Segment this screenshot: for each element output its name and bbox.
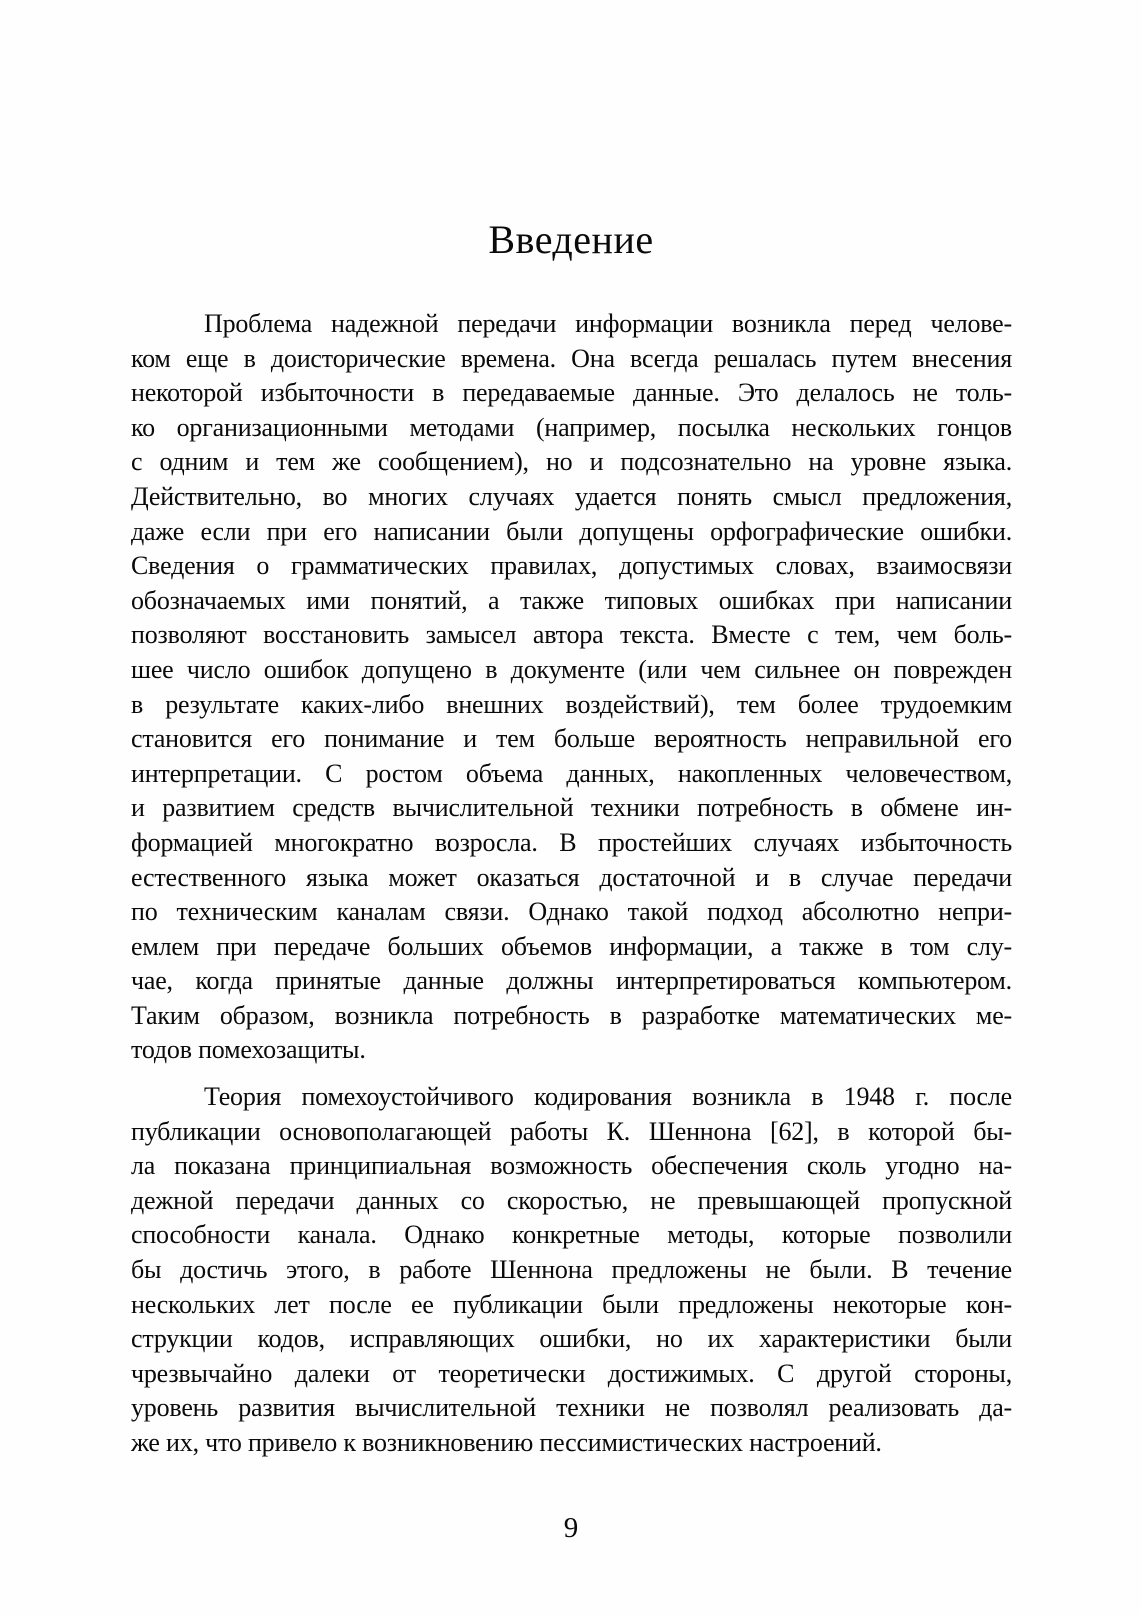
text-line: некоторой избыточности в передаваемые данные. Это делалось не толь- [131, 378, 1012, 408]
text-line: публикации основополагающей работы К. Шеннона [62], в которой бы- [131, 1116, 1012, 1146]
text-line: тодов помехозащиты. [131, 1035, 366, 1065]
text-line: ла показана принципиальная возможность обеспечения сколь угодно на- [131, 1151, 1012, 1181]
text-line: дежной передачи данных со скоростью, не превышающей пропускной [131, 1185, 1012, 1215]
text-line: ком еще в доисторические времена. Она всегда решалась путем внесения [131, 343, 1012, 373]
text-line: способности канала. Однако конкретные методы, которые позволили [131, 1220, 1012, 1250]
text-line: бы достичь этого, в работе Шеннона предложены не были. В течение [131, 1255, 1012, 1285]
text-line: естественного языка может оказаться достаточной и в случае передачи [131, 862, 1012, 892]
text-line: с одним и тем же сообщением), но и подсознательно на уровне языка. [131, 447, 1012, 477]
text-line: уровень развития вычислительной техники не позволял реализовать да- [131, 1393, 1012, 1423]
text-line: даже если при его написании были допущены орфографические ошибки. [131, 516, 1012, 546]
text-line: шее число ошибок допущено в документе (или чем сильнее он поврежден [131, 654, 1012, 684]
text-line: чрезвычайно далеки от теоретически достижимых. С другой стороны, [131, 1358, 1012, 1388]
text-line: Действительно, во многих случаях удается понять смысл предложения, [131, 481, 1012, 511]
paragraph [131, 1080, 1012, 1461]
text-line: Сведения о грамматических правилах, допустимых словах, взаимосвязи [131, 551, 1012, 581]
page-title: Введение [488, 217, 654, 262]
body-text [131, 307, 1012, 1461]
text-line: формацией многократно возросла. В простейших случаях избыточность [131, 827, 1012, 857]
text-line: и развитием средств вычислительной техники потребность в обмене ин- [131, 793, 1012, 823]
paragraph [131, 307, 1012, 1068]
text-line: позволяют восстановить замысел автора текста. Вместе с тем, чем боль- [131, 620, 1012, 650]
text-line: становится его понимание и тем больше вероятность неправильной его [131, 724, 1012, 754]
text-line: Теория помехоустойчивого кодирования возникла в 1948 г. после [204, 1082, 1012, 1112]
text-line: Проблема надежной передачи информации возникла перед челове- [204, 309, 1012, 338]
text-line: емлем при передаче больших объемов информации, а также в том слу- [131, 931, 1012, 961]
text-line: интерпретации. С ростом объема данных, накопленных человечеством, [131, 758, 1012, 788]
text-line: ко организационными методами (например, посылка нескольких гонцов [131, 412, 1012, 442]
text-line: обозначаемых ими понятий, а также типовых ошибках при написании [131, 585, 1012, 615]
page-number: 9 [563, 1512, 579, 1544]
text-line: нескольких лет после ее публикации были предложены некоторые кон- [131, 1289, 1012, 1319]
text-line: чае, когда принятые данные должны интерпретироваться компьютером. [131, 966, 1012, 996]
text-line: Таким образом, возникла потребность в разработке математических ме- [131, 1000, 1012, 1030]
text-line: же их, что привело к возникновению пессимистических настроений. [131, 1428, 882, 1457]
text-line: по техническим каналам связи. Однако такой подход абсолютно непри- [131, 897, 1012, 927]
text-line: струкции кодов, исправляющих ошибки, но их характеристики были [131, 1324, 1012, 1354]
text-line: в результате каких-либо внешних воздействий), тем более трудоемким [131, 689, 1012, 719]
